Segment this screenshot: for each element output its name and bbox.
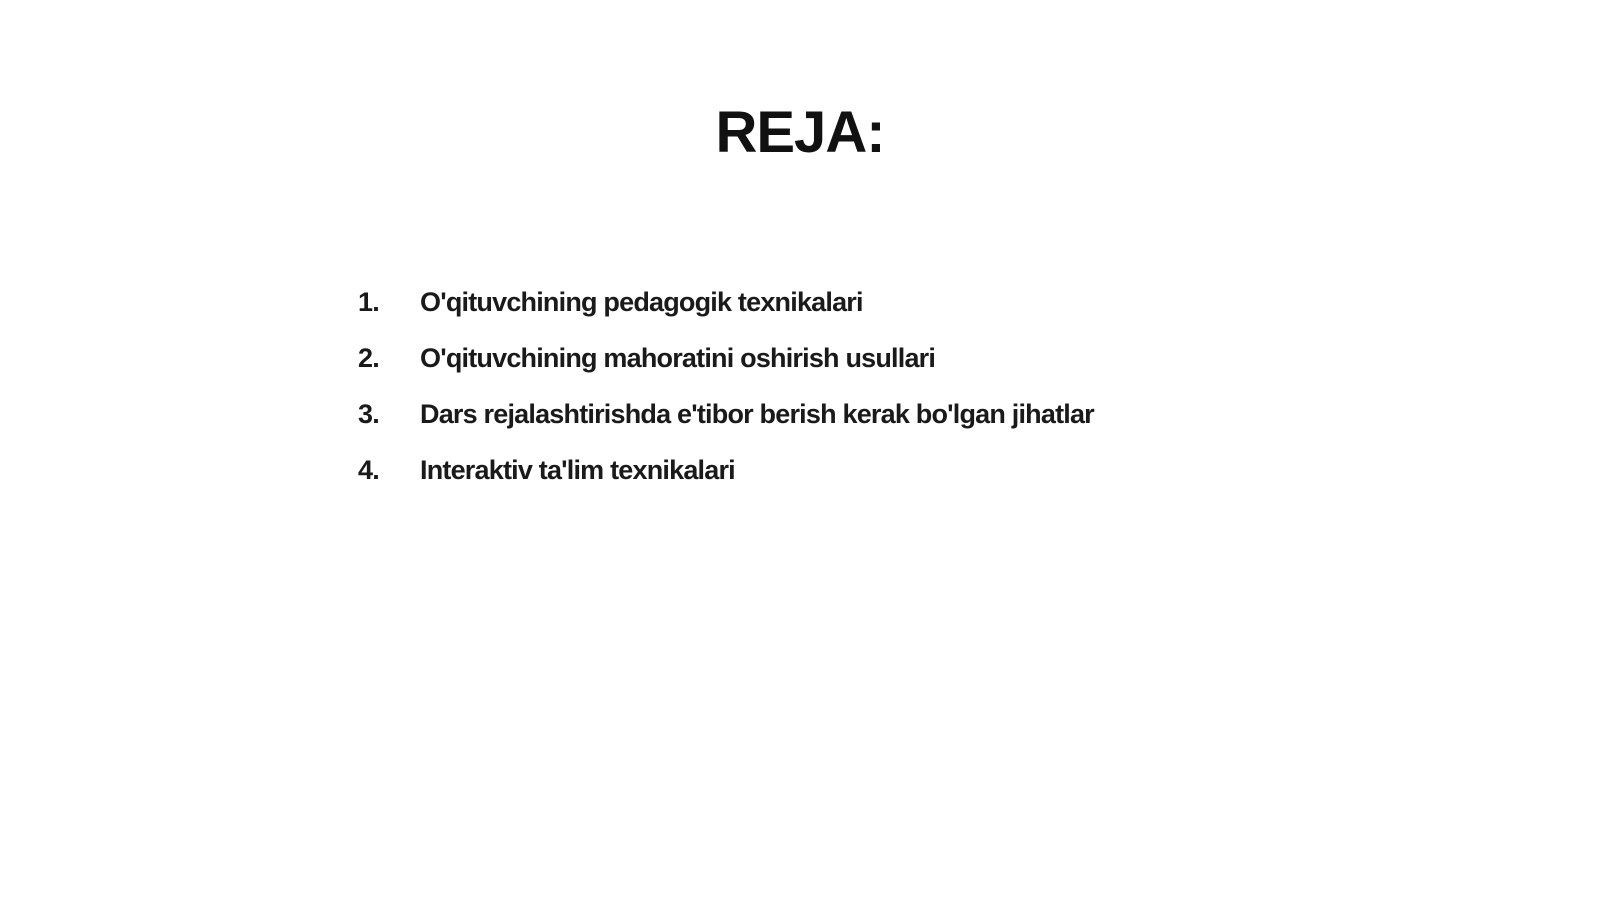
list-item-text: O'qituvchining pedagogik texnikalari (420, 287, 863, 317)
list-item (358, 399, 1094, 455)
list-item-number: 4. (358, 455, 379, 485)
list-item (358, 287, 1094, 343)
list-item-number: 2. (358, 343, 379, 373)
slide-title: REJA: (715, 100, 885, 165)
list-item-text: O'qituvchining mahoratini oshirish usullari (420, 343, 936, 373)
list-item-number: 1. (358, 287, 379, 317)
plan-list (358, 287, 1094, 511)
list-item (358, 343, 1094, 399)
list-item-number: 3. (358, 399, 379, 429)
list-item-text: Interaktiv ta'lim texnikalari (420, 455, 735, 485)
list-item-text: Dars rejalashtirishda e'tibor berish kerak bo'lgan jihatlar (420, 399, 1094, 429)
list-item (358, 455, 1094, 511)
